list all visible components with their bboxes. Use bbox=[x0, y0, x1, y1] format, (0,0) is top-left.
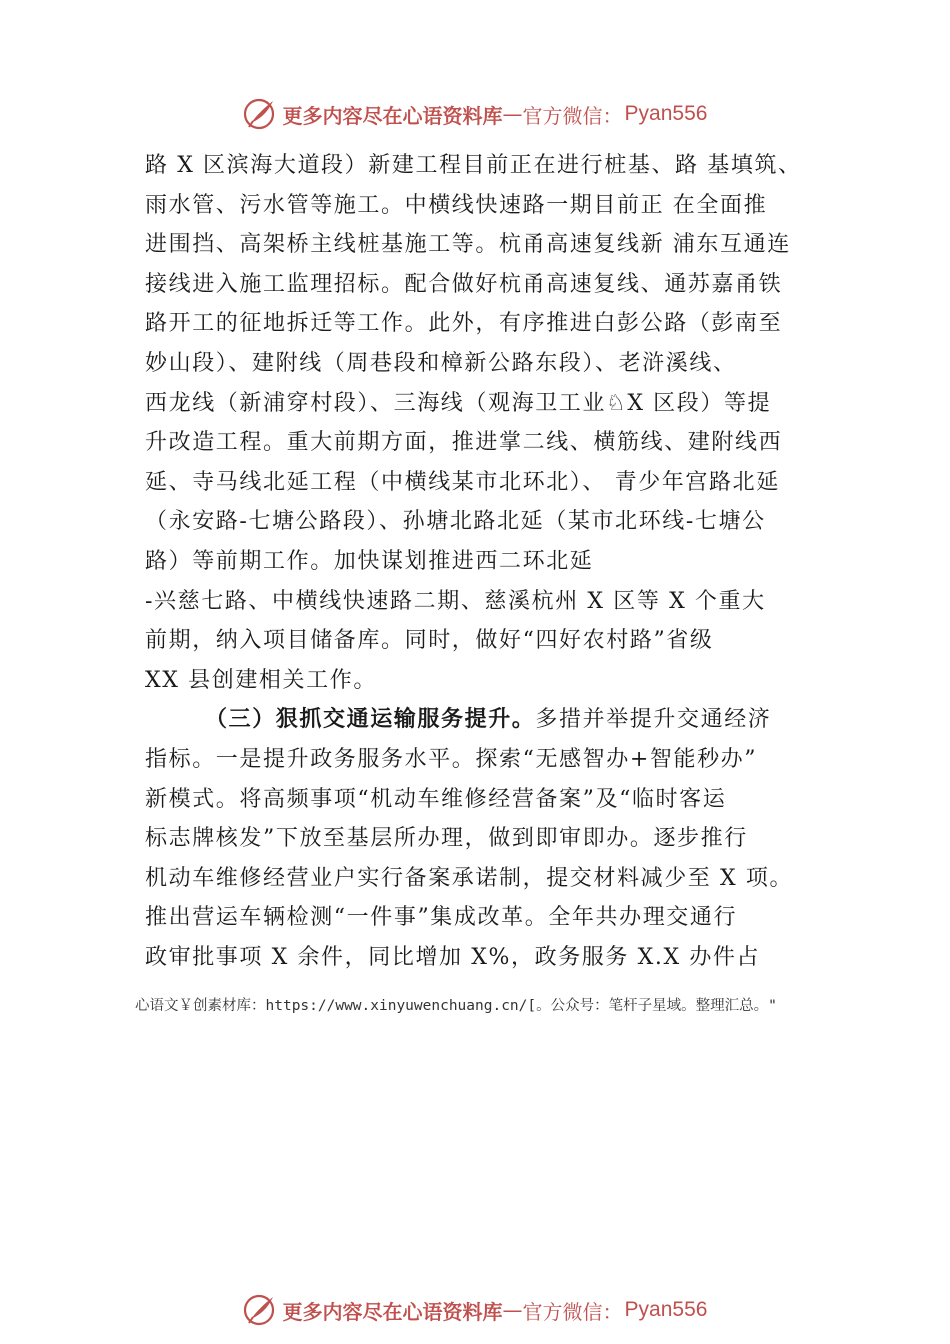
text-line: 路）等前期工作。加快谋划推进西二环北延 bbox=[145, 548, 594, 574]
text-line: 升改造工程。重大前期方面，推进掌二线、横筋线、建附线西 bbox=[145, 430, 783, 456]
text-line: 雨水管、污水管等施工。中横线快速路一期目前正 在全面推 bbox=[145, 192, 768, 218]
section-heading-rest: 多措并举提升交通经济 bbox=[535, 707, 772, 733]
text-line: 机动车维修经营业户实行备案承诺制，提交材料减少至 X 项。 bbox=[145, 865, 794, 891]
text-line: 新模式。将高频事项“机动车维修经营备案”及“临时客运 bbox=[145, 786, 727, 812]
wechat-id: Pyan556 bbox=[624, 1298, 708, 1321]
text-line: -兴慈七路、中横线快速路二期、慈溪杭州 X 区等 X 个重大 bbox=[145, 588, 766, 614]
banner-separator: — bbox=[502, 1298, 523, 1322]
footer-banner bbox=[0, 1290, 950, 1330]
text-line: 妙山段）、建附线（周巷段和樟新公路东段）、老浒溪线、 bbox=[145, 350, 737, 376]
header-banner bbox=[0, 94, 950, 134]
section-heading: （三）狠抓交通运输服务提升。 bbox=[205, 706, 536, 733]
brand-text: 更多内容尽在心语资料库 bbox=[282, 103, 503, 128]
text-line: 推出营运车辆检测“一件事”集成改革。全年共办理交通行 bbox=[145, 905, 738, 931]
brand-text: 更多内容尽在心语资料库 bbox=[282, 1299, 503, 1324]
text-line: 接线进入施工监理招标。配合做好杭甬高速复线、通苏嘉甬铁 bbox=[145, 271, 783, 297]
quill-logo-icon bbox=[243, 97, 277, 131]
banner-separator: — bbox=[502, 102, 523, 126]
text-line: XX 县创建相关工作。 bbox=[145, 667, 377, 693]
text-line: 延、寺马线北延工程（中横线某市北环北）、 青少年宫路北延 bbox=[145, 469, 780, 495]
text-line: 西龙线（新浦穿村段）、三海线（观海卫工业♘X 区段）等提 bbox=[145, 390, 772, 416]
wechat-label: 官方微信： bbox=[522, 103, 623, 128]
wechat-id: Pyan556 bbox=[624, 102, 708, 125]
text-line: 标志牌核发”下放至基层所办理，做到即审即办。逐步推行 bbox=[145, 826, 748, 852]
quill-logo-icon bbox=[243, 1293, 277, 1327]
wechat-label: 官方微信： bbox=[522, 1299, 623, 1324]
text-line: 进围挡、高架桥主线桩基施工等。杭甬高速复线新 浦东互通连 bbox=[145, 232, 791, 258]
text-line: 路 X 区滨海大道段）新建工程目前正在进行桩基、路 基填筑、 bbox=[145, 153, 802, 178]
text-line: （永安路-七塘公路段）、孙塘北路北延（某市北环线-七塘公 bbox=[145, 509, 766, 535]
section-heading-line bbox=[145, 700, 845, 740]
source-note: 心语文￥创素材库：https://www.xinyuwenchuang.cn/[。公众号：笔杆子星域。整理汇总。" bbox=[135, 998, 777, 1014]
text-line: 政审批事项 X 余件，同比增加 X%，政务服务 X.X 办件占 bbox=[145, 944, 761, 970]
text-line: 前期，纳入项目储备库。同时，做好“四好农村路”省级 bbox=[145, 628, 714, 654]
text-line: 指标。一是提升政务服务水平。探索“无感智办+智能秒办” bbox=[145, 746, 758, 772]
text-line: 路开工的征地拆迁等工作。此外，有序推进白彭公路（彭南至 bbox=[145, 311, 783, 337]
document-body bbox=[145, 146, 845, 977]
